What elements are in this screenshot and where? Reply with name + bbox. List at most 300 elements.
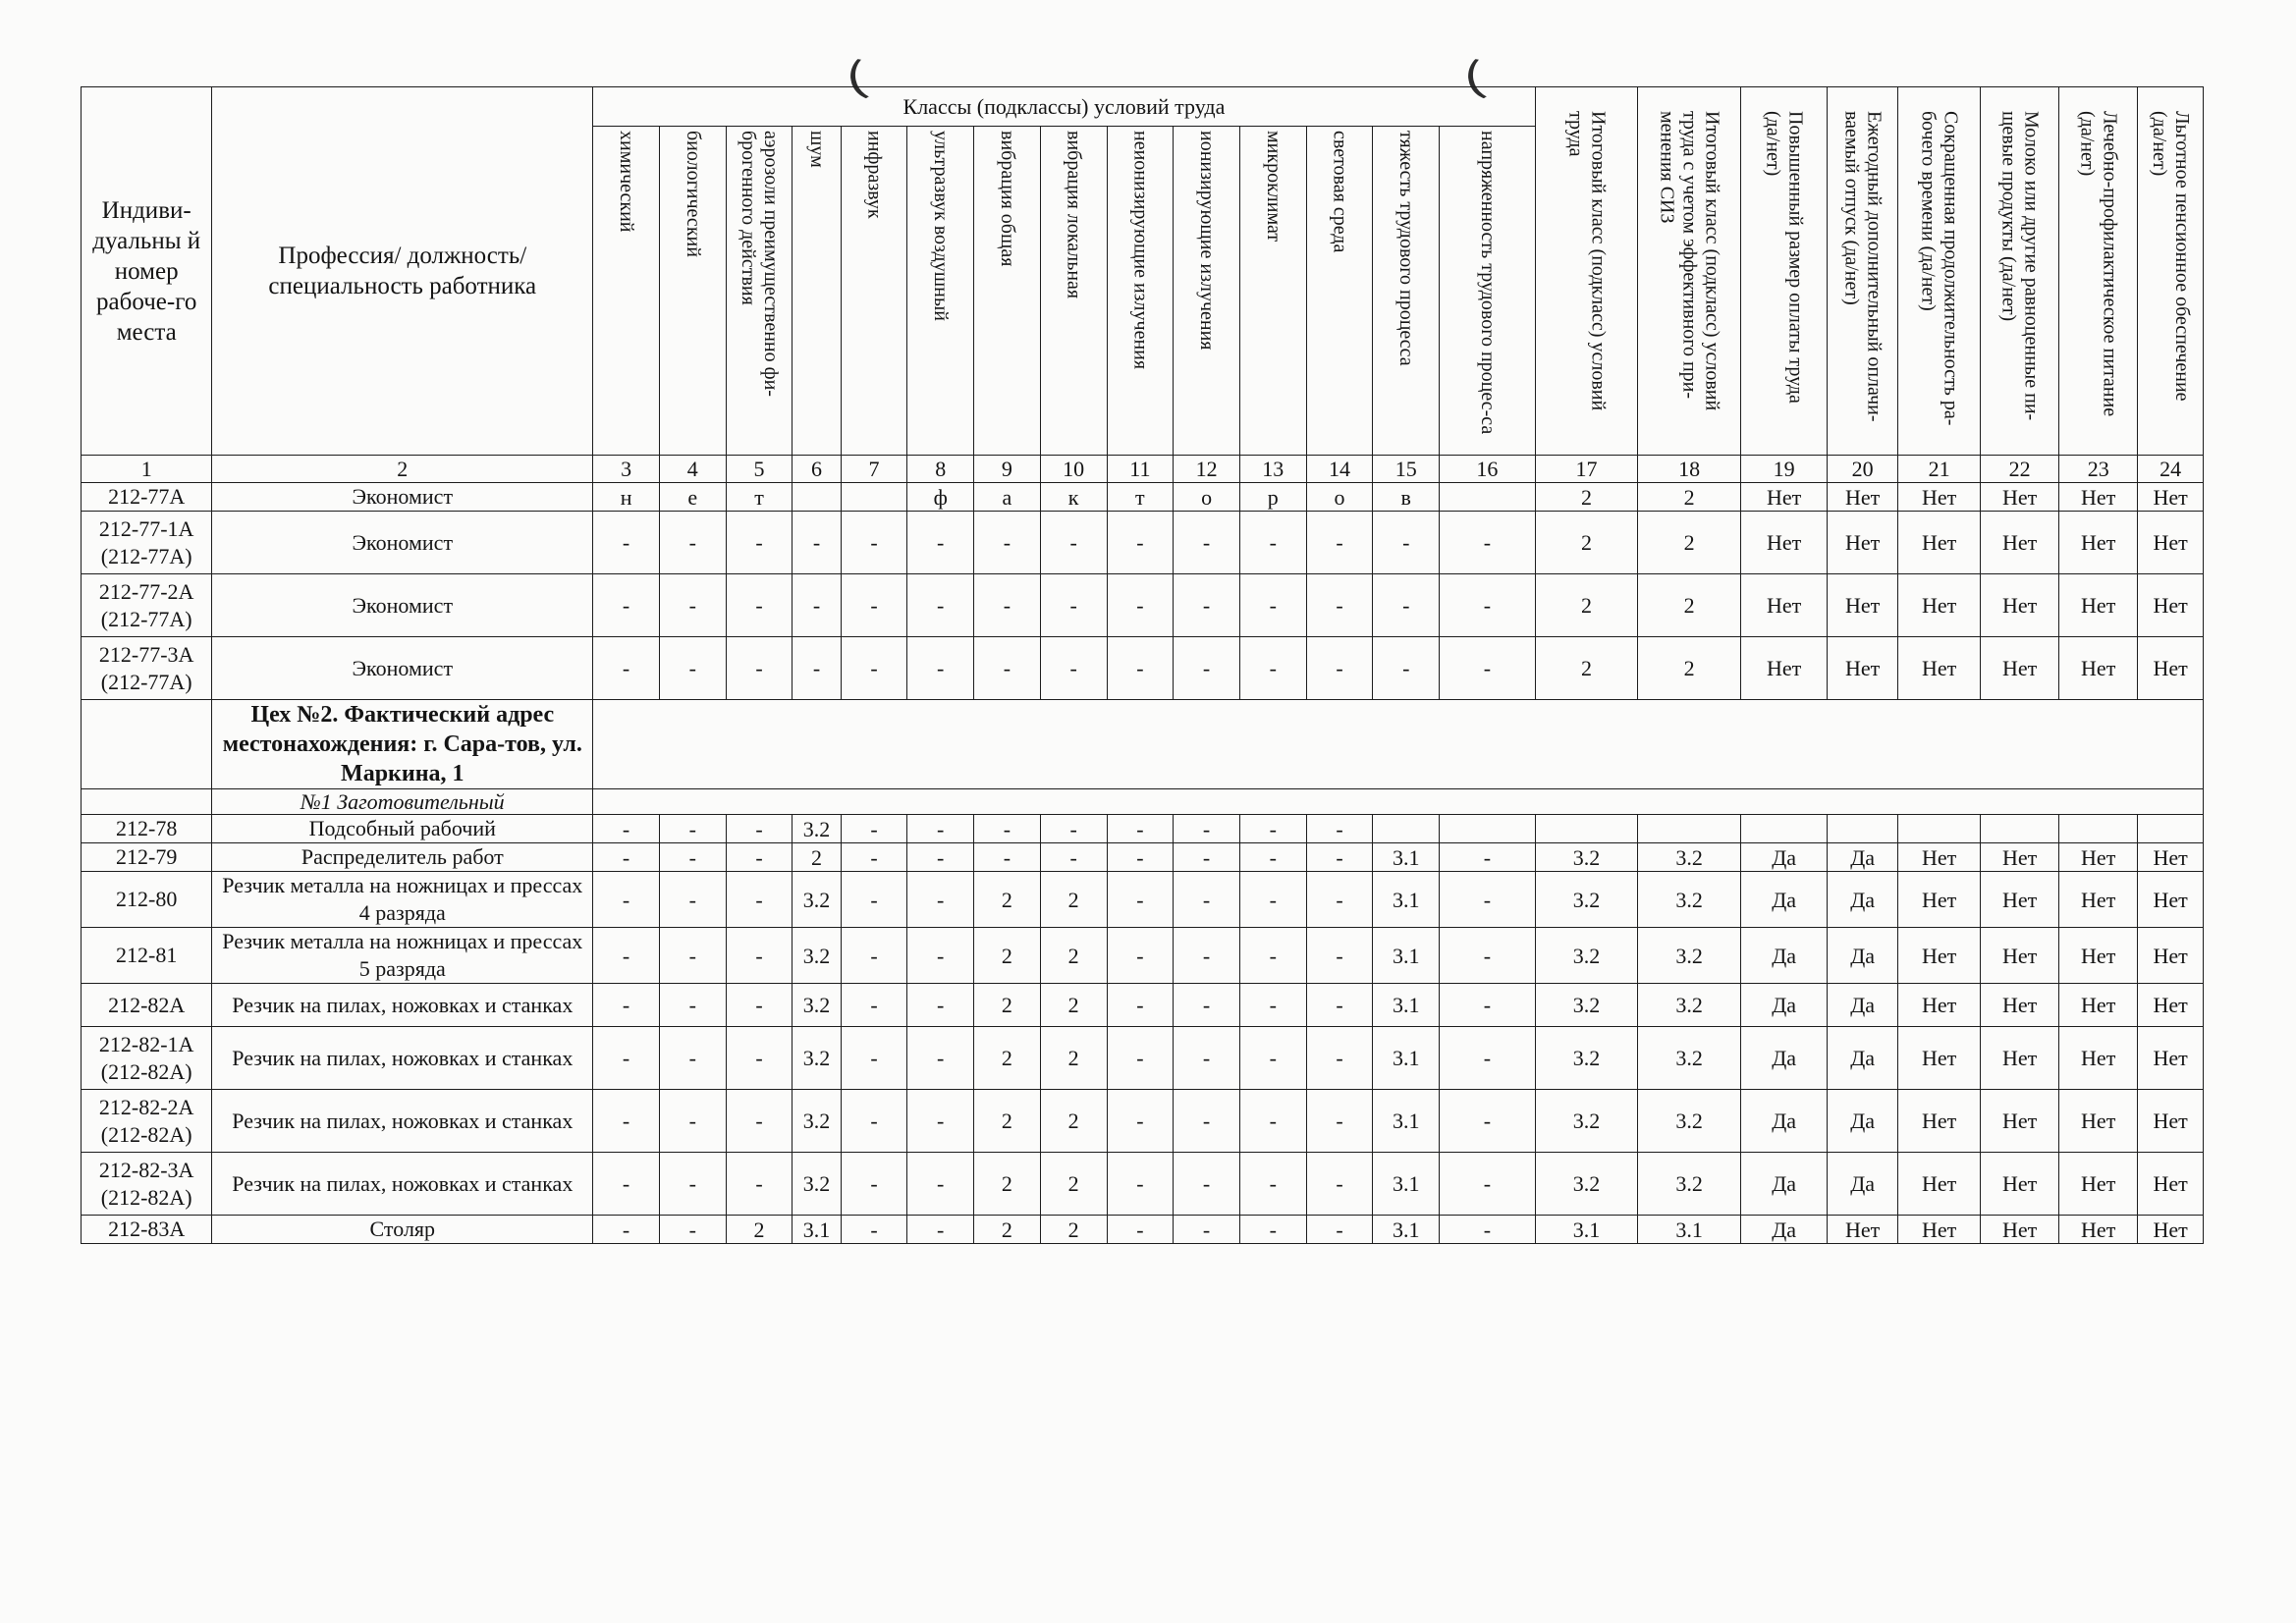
factor-class-cell: 2	[1040, 872, 1107, 928]
factor-class-cell: 2	[1040, 1216, 1107, 1244]
summary-cell: Да	[1740, 1153, 1827, 1216]
summary-cell: Нет	[2138, 1153, 2204, 1216]
summary-cell: Нет	[2059, 1216, 2138, 1244]
factor-class-cell: -	[1373, 637, 1440, 700]
header-final-class: Итоговый класс (подкласс) условий труда	[1535, 87, 1638, 456]
summary-cell: Нет	[1828, 512, 1898, 574]
factor-class-cell: -	[1107, 512, 1174, 574]
summary-cell: 2	[1535, 483, 1638, 512]
header-factor-4: биологический	[659, 127, 726, 456]
factor-class-cell: -	[659, 637, 726, 700]
header-factor-15: тяжесть трудового процесса	[1373, 127, 1440, 456]
header-workplace-number: Индиви-дуальны й номер рабоче-го места	[82, 87, 212, 456]
summary-cell	[1828, 815, 1898, 843]
column-number: 24	[2138, 456, 2204, 483]
workplace-id: 212-77-2А (212-77А)	[82, 574, 212, 637]
summary-cell: Нет	[2059, 1153, 2138, 1216]
column-number: 16	[1440, 456, 1536, 483]
column-number: 4	[659, 456, 726, 483]
factor-class-cell: -	[1107, 984, 1174, 1027]
factor-class-cell: -	[1174, 574, 1240, 637]
factor-class-cell: -	[974, 843, 1041, 872]
summary-cell: Нет	[2138, 637, 2204, 700]
column-number: 17	[1535, 456, 1638, 483]
summary-cell: Нет	[1898, 1027, 1981, 1090]
workplace-id: 212-82-1А (212-82А)	[82, 1027, 212, 1090]
summary-cell: Нет	[1898, 574, 1981, 637]
table-row	[82, 637, 2204, 700]
summary-cell: Нет	[1981, 1090, 2059, 1153]
header-therapeutic-food: Лечебно-профилактическое питание (да/нет)	[2059, 87, 2138, 456]
header-factor-7: инфразвук	[841, 127, 907, 456]
summary-cell: Нет	[2138, 872, 2204, 928]
factor-class-cell: 2	[1040, 928, 1107, 984]
factor-class-cell: -	[1040, 574, 1107, 637]
summary-cell: Нет	[2059, 1027, 2138, 1090]
profession-name: Экономист	[212, 483, 593, 512]
summary-cell: Нет	[1740, 483, 1827, 512]
factor-class-cell: -	[841, 872, 907, 928]
header-increased-pay: Повышенный размер оплаты труда (да/нет)	[1740, 87, 1827, 456]
summary-cell: Да	[1828, 1090, 1898, 1153]
summary-cell: 3.2	[1535, 984, 1638, 1027]
profession-name: Столяр	[212, 1216, 593, 1244]
factor-class-cell: -	[726, 872, 793, 928]
summary-cell: Да	[1828, 1153, 1898, 1216]
workplace-id: 212-82А	[82, 984, 212, 1027]
factor-class-cell: -	[593, 512, 660, 574]
factor-class-cell: -	[1040, 512, 1107, 574]
factor-class-cell: -	[841, 1216, 907, 1244]
factor-class-cell: -	[726, 512, 793, 574]
factor-class-cell: -	[593, 574, 660, 637]
factor-class-cell: -	[1306, 1090, 1373, 1153]
factor-class-cell: -	[659, 1216, 726, 1244]
factor-class-cell: -	[841, 984, 907, 1027]
summary-cell: 2	[1638, 512, 1741, 574]
header-final-class-siz: Итоговый класс (подкласс) условий труда с учетом эффективного при-менения СИЗ	[1638, 87, 1741, 456]
profession-name: Распределитель работ	[212, 843, 593, 872]
factor-class-cell: -	[593, 1153, 660, 1216]
factor-class-cell: 3.2	[793, 984, 841, 1027]
factor-class-cell: -	[726, 1090, 793, 1153]
factor-class-cell: -	[1440, 984, 1536, 1027]
factor-class-cell: -	[1440, 872, 1536, 928]
factor-class-cell: 3.2	[793, 1027, 841, 1090]
factor-class-cell: 2	[974, 984, 1041, 1027]
summary-cell: Да	[1828, 872, 1898, 928]
factor-class-cell: -	[1306, 1153, 1373, 1216]
summary-cell: Нет	[2138, 574, 2204, 637]
summary-cell: Нет	[1828, 483, 1898, 512]
factor-class-cell: -	[793, 512, 841, 574]
profession-name: Резчик на пилах, ножовках и станках	[212, 984, 593, 1027]
factor-class-cell: 2	[793, 843, 841, 872]
factor-class-cell: -	[1239, 637, 1306, 700]
summary-cell: Нет	[1898, 1090, 1981, 1153]
factor-class-cell: -	[593, 1090, 660, 1153]
factor-class-cell: -	[1440, 843, 1536, 872]
factor-class-cell: -	[659, 815, 726, 843]
summary-cell: Нет	[1981, 512, 2059, 574]
factor-class-cell: -	[974, 574, 1041, 637]
summary-cell: Нет	[1898, 843, 1981, 872]
subsection-row	[82, 789, 2204, 815]
factor-class-cell: -	[1440, 928, 1536, 984]
factor-class-cell: р	[1239, 483, 1306, 512]
factor-class-cell: -	[1440, 512, 1536, 574]
summary-cell: 3.2	[1638, 984, 1741, 1027]
factor-class-cell: 2	[974, 872, 1041, 928]
subsection-id-cell	[82, 789, 212, 815]
summary-cell: Нет	[2059, 483, 2138, 512]
table-row	[82, 843, 2204, 872]
column-number: 2	[212, 456, 593, 483]
factor-class-cell	[793, 483, 841, 512]
summary-cell: Нет	[1981, 872, 2059, 928]
factor-class-cell: -	[1107, 815, 1174, 843]
summary-cell	[1638, 815, 1741, 843]
factor-class-cell: в	[1373, 483, 1440, 512]
factor-class-cell: 3.1	[1373, 1090, 1440, 1153]
factor-class-cell: -	[1174, 1027, 1240, 1090]
summary-cell: Да	[1740, 1216, 1827, 1244]
factor-class-cell: -	[726, 984, 793, 1027]
factor-class-cell: -	[726, 1027, 793, 1090]
summary-cell: Нет	[1828, 637, 1898, 700]
summary-cell: Нет	[1981, 843, 2059, 872]
factor-class-cell: -	[659, 843, 726, 872]
summary-cell: 3.2	[1638, 843, 1741, 872]
workplace-id: 212-80	[82, 872, 212, 928]
factor-class-cell: -	[907, 984, 974, 1027]
table-row	[82, 928, 2204, 984]
profession-name: Резчик на пилах, ножовках и станках	[212, 1027, 593, 1090]
header-factor-11: неионизирующие излучения	[1107, 127, 1174, 456]
factor-class-cell: -	[1373, 512, 1440, 574]
factor-class-cell: -	[1239, 984, 1306, 1027]
profession-name: Экономист	[212, 512, 593, 574]
factor-class-cell: -	[1107, 1027, 1174, 1090]
summary-cell: Нет	[1898, 512, 1981, 574]
factor-class-cell: 3.2	[793, 1090, 841, 1153]
workplace-id: 212-78	[82, 815, 212, 843]
summary-cell: 2	[1535, 637, 1638, 700]
summary-cell: Нет	[1981, 1216, 2059, 1244]
factor-class-cell: -	[1239, 574, 1306, 637]
summary-cell: Нет	[2138, 1216, 2204, 1244]
summary-cell: Нет	[1981, 574, 2059, 637]
summary-cell: 3.2	[1638, 1027, 1741, 1090]
column-number: 1	[82, 456, 212, 483]
factor-class-cell: -	[1306, 512, 1373, 574]
factor-class-cell: -	[659, 872, 726, 928]
factor-class-cell: -	[1306, 928, 1373, 984]
factor-class-cell: н	[593, 483, 660, 512]
summary-cell: Нет	[2138, 843, 2204, 872]
factor-class-cell: -	[593, 1027, 660, 1090]
section-title: Цех №2. Фактический адрес местонахождения: г. Сара-тов, ул. Маркина, 1	[212, 700, 593, 789]
section-row	[82, 700, 2204, 789]
summary-cell: 3.2	[1638, 1090, 1741, 1153]
summary-cell: 2	[1638, 574, 1741, 637]
factor-class-cell: -	[659, 1153, 726, 1216]
factor-class-cell: -	[1174, 872, 1240, 928]
factor-class-cell: -	[1040, 637, 1107, 700]
summary-cell: 2	[1535, 512, 1638, 574]
factor-class-cell: 2	[974, 928, 1041, 984]
header-factor-9: вибрация общая	[974, 127, 1041, 456]
table-row	[82, 1153, 2204, 1216]
factor-class-cell: -	[726, 843, 793, 872]
factor-class-cell: -	[841, 1153, 907, 1216]
column-number: 14	[1306, 456, 1373, 483]
factor-class-cell: -	[659, 512, 726, 574]
factor-class-cell: -	[1306, 1027, 1373, 1090]
summary-cell	[1898, 815, 1981, 843]
factor-class-cell: -	[1174, 1216, 1240, 1244]
factor-class-cell: -	[841, 928, 907, 984]
summary-cell: Нет	[2059, 574, 2138, 637]
table-row	[82, 512, 2204, 574]
factor-class-cell: -	[841, 815, 907, 843]
factor-class-cell: т	[1107, 483, 1174, 512]
workplace-id: 212-79	[82, 843, 212, 872]
factor-class-cell: -	[907, 1027, 974, 1090]
factor-class-cell: -	[1306, 872, 1373, 928]
workplace-id: 212-77-1А (212-77А)	[82, 512, 212, 574]
factor-class-cell: 3.2	[793, 1153, 841, 1216]
summary-cell: Нет	[1981, 1153, 2059, 1216]
factor-class-cell: -	[841, 637, 907, 700]
summary-cell: Да	[1740, 872, 1827, 928]
factor-class-cell: -	[1440, 1153, 1536, 1216]
summary-cell: 3.2	[1535, 928, 1638, 984]
summary-cell: 2	[1638, 483, 1741, 512]
profession-name: Экономист	[212, 574, 593, 637]
factor-class-cell: -	[1174, 928, 1240, 984]
factor-class-cell: -	[1306, 574, 1373, 637]
header-reduced-hours: Сокращенная продолжительность ра-бочего времени (да/нет)	[1898, 87, 1981, 456]
factor-class-cell: -	[1107, 1090, 1174, 1153]
factor-class-cell: -	[1440, 637, 1536, 700]
factor-class-cell: о	[1174, 483, 1240, 512]
column-number: 11	[1107, 456, 1174, 483]
factor-class-cell: -	[659, 928, 726, 984]
summary-cell: 3.1	[1638, 1216, 1741, 1244]
column-number: 20	[1828, 456, 1898, 483]
factor-class-cell: -	[1040, 815, 1107, 843]
column-number: 6	[793, 456, 841, 483]
header-pension: Льготное пенсионное обеспечение (да/нет)	[2138, 87, 2204, 456]
summary-cell: Нет	[2059, 928, 2138, 984]
header-conditions-group: Классы (подклассы) условий труда	[593, 87, 1535, 127]
header-factor-10: вибрация локальная	[1040, 127, 1107, 456]
factor-class-cell: 3.1	[793, 1216, 841, 1244]
summary-cell: 3.2	[1535, 872, 1638, 928]
factor-class-cell: -	[593, 928, 660, 984]
header-factor-13: микроклимат	[1239, 127, 1306, 456]
factor-class-cell: -	[907, 872, 974, 928]
summary-cell: 3.2	[1638, 928, 1741, 984]
factor-class-cell: -	[1174, 1153, 1240, 1216]
summary-cell	[2138, 815, 2204, 843]
factor-class-cell: -	[1306, 815, 1373, 843]
header-factor-16: напряженность трудового процес-са	[1440, 127, 1536, 456]
factor-class-cell: 2	[1040, 1090, 1107, 1153]
factor-class-cell: -	[726, 637, 793, 700]
factor-class-cell: к	[1040, 483, 1107, 512]
summary-cell: Нет	[1828, 574, 1898, 637]
summary-cell: Нет	[2138, 483, 2204, 512]
profession-name: Резчик металла на ножницах и прессах 5 разряда	[212, 928, 593, 984]
factor-class-cell: -	[726, 815, 793, 843]
summary-cell: Нет	[2138, 1090, 2204, 1153]
summary-cell: Нет	[1740, 574, 1827, 637]
factor-class-cell: -	[841, 1027, 907, 1090]
factor-class-cell: -	[1239, 512, 1306, 574]
summary-cell: Нет	[1740, 637, 1827, 700]
summary-cell: Нет	[1898, 928, 1981, 984]
factor-class-cell: -	[841, 843, 907, 872]
column-number-row	[82, 456, 2204, 483]
factor-class-cell: -	[907, 1153, 974, 1216]
column-number: 23	[2059, 456, 2138, 483]
factor-class-cell: 2	[974, 1153, 1041, 1216]
summary-cell: Нет	[1981, 1027, 2059, 1090]
factor-class-cell: -	[1239, 1216, 1306, 1244]
summary-cell: Нет	[1898, 984, 1981, 1027]
summary-cell: Нет	[2059, 512, 2138, 574]
column-number: 22	[1981, 456, 2059, 483]
factor-class-cell: -	[1107, 843, 1174, 872]
summary-cell: Нет	[2138, 1027, 2204, 1090]
summary-cell	[2059, 815, 2138, 843]
factor-class-cell: 3.1	[1373, 1153, 1440, 1216]
factor-class-cell: -	[841, 512, 907, 574]
factor-class-cell: -	[793, 574, 841, 637]
column-number: 12	[1174, 456, 1240, 483]
summary-cell: 3.1	[1535, 1216, 1638, 1244]
factor-class-cell: -	[1107, 1153, 1174, 1216]
summary-cell: Нет	[2059, 1090, 2138, 1153]
summary-cell: 3.2	[1638, 1153, 1741, 1216]
summary-cell: Да	[1740, 1027, 1827, 1090]
factor-class-cell: -	[1306, 984, 1373, 1027]
summary-cell: Нет	[1898, 483, 1981, 512]
header-factor-8: ультразвук воздушный	[907, 127, 974, 456]
factor-class-cell: а	[974, 483, 1041, 512]
column-number: 10	[1040, 456, 1107, 483]
factor-class-cell: 3.1	[1373, 1027, 1440, 1090]
factor-class-cell: -	[974, 815, 1041, 843]
factor-class-cell: -	[793, 637, 841, 700]
factor-class-cell: -	[1239, 1153, 1306, 1216]
factor-class-cell	[841, 483, 907, 512]
factor-class-cell: -	[1174, 637, 1240, 700]
profession-name: Резчик на пилах, ножовках и станках	[212, 1090, 593, 1153]
profession-name: Экономист	[212, 637, 593, 700]
workplace-id: 212-83А	[82, 1216, 212, 1244]
factor-class-cell: -	[907, 512, 974, 574]
header-factor-6: шум	[793, 127, 841, 456]
factor-class-cell: -	[1440, 1090, 1536, 1153]
factor-class-cell: 2	[974, 1027, 1041, 1090]
header-profession: Профессия/ должность/ специальность работника	[212, 87, 593, 456]
summary-cell: Нет	[1981, 637, 2059, 700]
factor-class-cell: т	[726, 483, 793, 512]
factor-class-cell: -	[659, 1027, 726, 1090]
working-conditions-table	[81, 86, 2204, 1244]
summary-cell: Нет	[2138, 984, 2204, 1027]
summary-cell: Нет	[2138, 928, 2204, 984]
factor-class-cell: 2	[1040, 1153, 1107, 1216]
summary-cell: Да	[1828, 928, 1898, 984]
table-row	[82, 815, 2204, 843]
table-row	[82, 872, 2204, 928]
table-row	[82, 1216, 2204, 1244]
workplace-id: 212-82-3А (212-82А)	[82, 1153, 212, 1216]
workplace-id: 212-81	[82, 928, 212, 984]
factor-class-cell	[1373, 815, 1440, 843]
summary-cell: Нет	[2059, 984, 2138, 1027]
column-number: 15	[1373, 456, 1440, 483]
summary-cell: Да	[1740, 843, 1827, 872]
header-factor-12: ионизирующие излучения	[1174, 127, 1240, 456]
factor-class-cell: -	[1239, 928, 1306, 984]
factor-class-cell: 3.2	[793, 815, 841, 843]
header-factor-3: химический	[593, 127, 660, 456]
section-empty-cells	[593, 700, 2204, 789]
summary-cell: Нет	[1981, 984, 2059, 1027]
factor-class-cell: -	[1107, 637, 1174, 700]
factor-class-cell: -	[1107, 928, 1174, 984]
factor-class-cell	[1440, 483, 1536, 512]
factor-class-cell: -	[841, 574, 907, 637]
factor-class-cell: -	[1174, 815, 1240, 843]
workplace-id: 212-82-2А (212-82А)	[82, 1090, 212, 1153]
summary-cell: 3.2	[1535, 843, 1638, 872]
summary-cell: Да	[1740, 984, 1827, 1027]
factor-class-cell: 3.1	[1373, 928, 1440, 984]
factor-class-cell: -	[1440, 574, 1536, 637]
summary-cell: Нет	[2059, 637, 2138, 700]
factor-class-cell: -	[974, 512, 1041, 574]
factor-class-cell: -	[1174, 843, 1240, 872]
summary-cell: 3.2	[1535, 1027, 1638, 1090]
summary-cell: Да	[1740, 1090, 1827, 1153]
column-number: 9	[974, 456, 1041, 483]
table-row	[82, 984, 2204, 1027]
header-factor-14: световая среда	[1306, 127, 1373, 456]
factor-class-cell: -	[1440, 1216, 1536, 1244]
profession-name: Резчик металла на ножницах и прессах 4 разряда	[212, 872, 593, 928]
factor-class-cell: 3.1	[1373, 872, 1440, 928]
factor-class-cell: -	[841, 1090, 907, 1153]
column-number: 3	[593, 456, 660, 483]
factor-class-cell: е	[659, 483, 726, 512]
factor-class-cell: -	[907, 815, 974, 843]
factor-class-cell: -	[726, 928, 793, 984]
summary-cell	[1740, 815, 1827, 843]
factor-class-cell: о	[1306, 483, 1373, 512]
header-milk: Молоко или другие равноценные пи-щевые продукты (да/нет)	[1981, 87, 2059, 456]
table-row	[82, 574, 2204, 637]
summary-cell: 2	[1638, 637, 1741, 700]
summary-cell: Нет	[2138, 512, 2204, 574]
summary-cell: Нет	[1898, 872, 1981, 928]
factor-class-cell: -	[1040, 843, 1107, 872]
